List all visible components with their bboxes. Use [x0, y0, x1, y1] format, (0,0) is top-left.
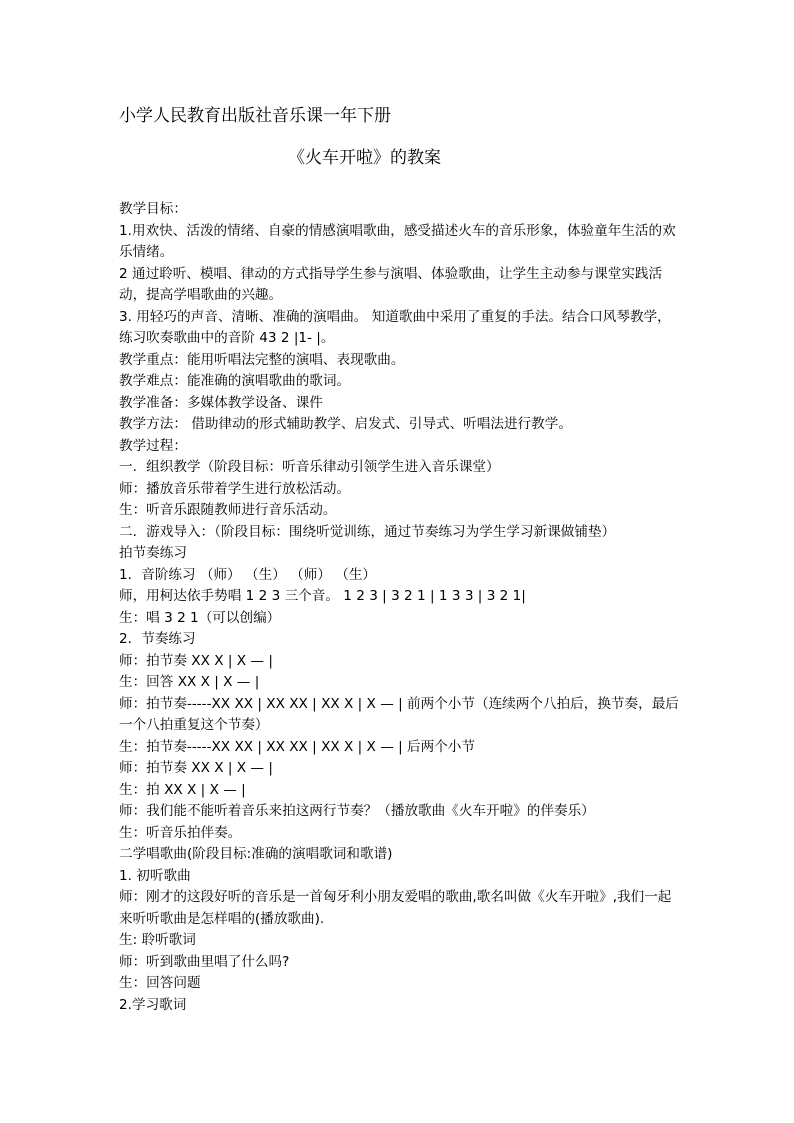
- paragraph: 二．游戏导入：（阶段目标：围绕听觉训练，通过节奏练习为学生学习新课做铺垫）: [119, 523, 616, 540]
- paragraph: 教学难点：能准确的演唱歌曲的歌词。: [119, 373, 351, 389]
- paragraph: 师：播放音乐带着学生进行放松活动。: [119, 480, 351, 497]
- paragraph: 1．音阶练习 （师） （生） （师） （生）: [119, 566, 377, 583]
- paragraph: 师：听到歌曲里唱了什么吗?: [119, 953, 290, 970]
- paragraph: 师：刚才的这段好听的音乐是一首匈牙利小朋友爱唱的歌曲,歌名叫做《火车开啦》,我们一起来听听歌曲是怎样唱的(播放歌曲).: [119, 889, 672, 927]
- paragraph: 师：拍节奏 XX X | X — |: [119, 760, 273, 776]
- paragraph: 师，用柯达依手势唱 1 2 3 三个音。 1 2 3 | 3 2 1 | 1 3 3 | 3 2 1|: [119, 588, 526, 604]
- document-title-line1: 小学人民教育出版社音乐课一年下册: [119, 106, 391, 126]
- paragraph: 2.学习歌词: [119, 996, 187, 1013]
- paragraph: 3. 用轻巧的声音、清晰、准确的演唱曲。 知道歌曲中采用了重复的手法。结合口风琴教学，练习吹奏歌曲中的音阶 43 2 |1- |。: [119, 308, 671, 346]
- paragraph: 生：回答问题: [119, 975, 201, 991]
- paragraph: 2 通过聆听、模唱、律动的方式指导学生参与演唱、体验歌曲，让学生主动参与课堂实践活动，提高学唱歌曲的兴趣。: [119, 265, 663, 303]
- paragraph: 生：听音乐跟随教师进行音乐活动。: [119, 502, 337, 518]
- section-heading: 教学过程：: [119, 437, 187, 454]
- section-heading: 教学目标：: [119, 201, 187, 217]
- paragraph: 教学方法： 借助律动的形式辅助教学、启发式、引导式、听唱法进行教学。: [119, 416, 572, 432]
- paragraph: 生：听音乐拍伴奏。: [119, 824, 242, 841]
- paragraph: 一．组织教学（阶段目标：听音乐律动引领学生进入音乐课堂）: [119, 459, 500, 475]
- paragraph: 2．节奏练习: [119, 631, 196, 647]
- paragraph: 教学准备：多媒体教学设备、课件: [119, 394, 323, 411]
- paragraph: 生：拍节奏-----XX XX | XX XX | XX X | X — | 后两个小节: [119, 738, 475, 755]
- paragraph: 1. 初听歌曲: [119, 867, 191, 884]
- paragraph: 生：唱 3 2 1（可以创编）: [119, 609, 281, 626]
- paragraph: 师：我们能不能听着音乐来拍这两行节奏？（播放歌曲《火车开啦》的伴奏乐）: [119, 803, 595, 819]
- document-body: [119, 199, 681, 1016]
- paragraph: 师：拍节奏 XX X | X — |: [119, 652, 273, 669]
- document-title-line2: 《火车开啦》的教案: [288, 148, 441, 168]
- paragraph: 拍节奏练习: [119, 545, 187, 561]
- paragraph: 师：拍节奏-----XX XX | XX XX | XX X | X — | 前两个小节（连续两个八拍后，换节奏，最后一个八拍重复这个节奏）: [119, 695, 679, 733]
- paragraph: 生：拍 XX X | X — |: [119, 781, 246, 798]
- paragraph: 教学重点：能用听唱法完整的演唱、表现歌曲。: [119, 351, 405, 368]
- paragraph: 二学唱歌曲(阶段目标:准确的演唱歌词和歌谱): [119, 846, 393, 862]
- paragraph: 1.用欢快、活泼的情绪、自豪的情感演唱歌曲，感受描述火车的音乐形象，体验童年生活的欢乐情绪。: [119, 222, 676, 260]
- paragraph: 生：回答 XX X | X — |: [119, 674, 260, 690]
- paragraph: 生: 聆听歌词: [119, 932, 196, 948]
